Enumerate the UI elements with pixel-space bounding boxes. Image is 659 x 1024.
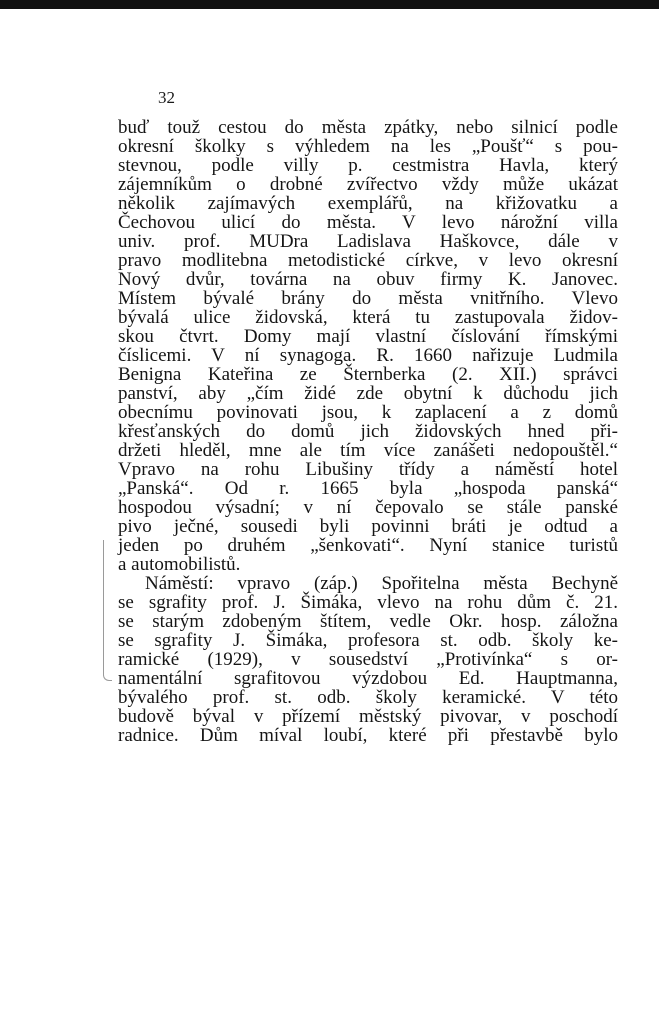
text-line: zájemníkům o drobné zvířectvo vždy může ukázat [118, 174, 618, 195]
text-line: se sgrafity J. Šimáka, profesora st. odb. školy ke- [118, 630, 618, 651]
text-line: skou čtvrt. Domy mají vlastní číslování římskými [118, 326, 618, 347]
margin-pencil-mark [103, 540, 112, 681]
body-text [118, 118, 618, 745]
text-line: křesťanských do domů jich židovských hned při- [118, 421, 618, 442]
page-number: 32 [158, 88, 175, 107]
text-line: univ. prof. MUDra Ladislava Haškovce, dále v [118, 231, 618, 252]
text-line: ramické (1929), v sousedství „Protivínka“ s or- [118, 649, 618, 670]
text-line: se starým zdobeným štítem, vedle Okr. hosp. záložna [118, 611, 618, 632]
text-line: radnice. Dům míval loubí, které při přestavbě bylo [118, 725, 618, 746]
text-line: bývalá ulice židovská, která tu zastupovala židov- [118, 307, 618, 328]
text-line: Vpravo na rohu Libušiny třídy a náměstí hotel [118, 459, 618, 480]
text-line: několik zajímavých exemplářů, na křižovatku a [118, 193, 618, 214]
text-line: obecnímu povinovati jsou, k zaplacení a z domů [118, 402, 618, 423]
text-line: bývalého prof. st. odb. školy keramické. V této [118, 687, 618, 708]
text-line: se sgrafity prof. J. Šimáka, vlevo na rohu dům č. 21. [118, 592, 618, 613]
text-line: okresní školky s výhledem na les „Poušť“ s pou- [118, 136, 618, 157]
text-line: držeti hleděl, mne ale tím více zanášeti nedopouštěl.“ [118, 440, 618, 461]
page-top-edge [0, 0, 659, 9]
text-line: panství, aby „čím židé zde obytní k důchodu jich [118, 383, 618, 404]
text-line: budově býval v přízemí městský pivovar, v poschodí [118, 706, 618, 727]
text-line: Čechovou ulicí do města. V levo nárožní villa [118, 212, 618, 233]
text-line: Místem bývalé brány do města vnitřního. Vlevo [118, 288, 618, 309]
text-line: a automobilistů. [118, 554, 241, 575]
text-line: číslicemi. V ní synagoga. R. 1660 nařizuje Ludmila [118, 345, 618, 366]
text-line: „Panská“. Od r. 1665 byla „hospoda panská“ [118, 478, 618, 499]
text-line: Náměstí: vpravo (záp.) Spořitelna města Bechyně [145, 573, 618, 594]
text-line: pivo ječné, sousedi byli povinni bráti je odtud a [118, 516, 618, 537]
text-line: jeden po druhém „šenkovati“. Nyní stanice turistů [118, 535, 618, 556]
text-line: Nový dvůr, továrna na obuv firmy K. Janovec. [118, 269, 618, 290]
text-line: buď touž cestou do města zpátky, nebo silnicí podle [118, 117, 618, 138]
text-line: namentální sgrafitovou výzdobou Ed. Hauptmanna, [118, 668, 618, 689]
text-line: stevnou, podle villy p. cestmistra Havla, který [118, 155, 618, 176]
text-line: pravo modlitebna metodistické církve, v levo okresní [118, 250, 618, 271]
text-line: Benigna Kateřina ze Šternberka (2. XII.) správci [118, 364, 618, 385]
text-line: hospodou výsadní; v ní čepovalo se stále panské [118, 497, 618, 518]
